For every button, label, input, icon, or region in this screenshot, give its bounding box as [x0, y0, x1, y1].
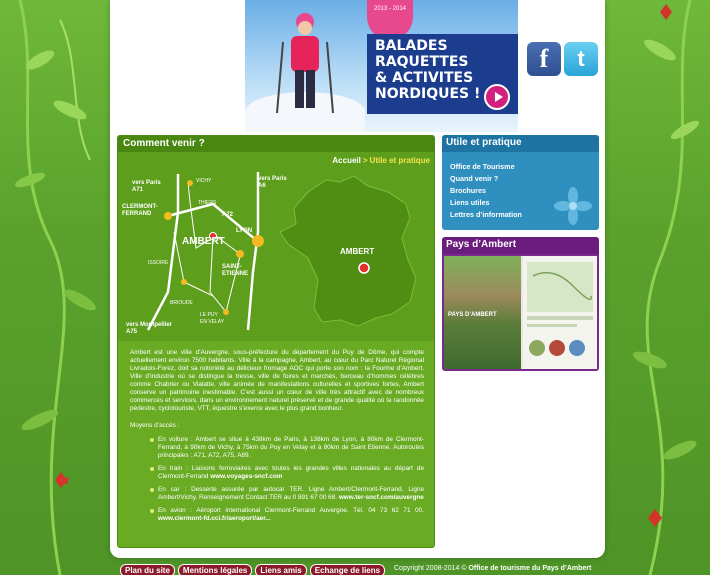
header-banner[interactable] — [245, 0, 518, 132]
main-content — [117, 135, 435, 548]
label-saint-etienne: SAINT- ETIENNE — [222, 264, 249, 277]
pays-panel[interactable] — [442, 237, 599, 371]
footer-links — [120, 564, 385, 575]
footer-link-plan[interactable]: Plan du site — [120, 564, 175, 575]
access-item-plane — [158, 507, 424, 523]
util-item-lettres[interactable]: Lettres d’information — [450, 210, 522, 219]
left-foliage-decoration — [0, 0, 110, 575]
label-paris-a71: vers Paris A71 — [132, 180, 161, 193]
facebook-icon[interactable] — [527, 42, 561, 76]
access-list — [130, 436, 424, 523]
pays-title: Pays d’Ambert — [442, 237, 599, 254]
util-item-office[interactable]: Office de Tourisme — [450, 162, 515, 171]
twitter-icon[interactable] — [564, 42, 598, 76]
banner-arrow-icon[interactable] — [484, 84, 510, 110]
intro-paragraph: Ambert est une ville d’Auvergne, sous-préfecture du département du Puy de Dôme, qui compte actuellement environ 7500 habitants. Ville à la campagne, Ambert, au cœur du Parc Naturel Régional Livradois-Forez, doit sa notoriété au délicieux fromage AOC qui porte son nom : la Fourme d’Ambert. Ville d’industrie où se distingue la tresse, ville de foires et marchés, berceau d’hommes célèbres comme Chabrier ou Vialatte, ville animée de manifestations culturelles et sportives fortes, Ambert conserve un patrimoine inestimable. C’est aussi un cœur de ville très attractif avec de nombreux commerces et services, dans un environnement naturel préservé et de grande qualité où la randonnée pédestre, cyclotouriste, VTT, équestre s’exerce avec le plus grand bonheur. — [130, 349, 424, 412]
label-le-puy: LE PUY EN VELAY — [200, 312, 225, 325]
label-lyon: LYON — [236, 228, 253, 234]
label-montpellier: vers Montpellier A75 — [126, 322, 173, 335]
twitter-letter: t — [577, 46, 585, 71]
brochure-cover — [444, 256, 521, 369]
label-vichy: VICHY — [196, 178, 212, 184]
footer-link-mentions[interactable]: Mentions légales — [178, 564, 252, 575]
breadcrumb-home-link[interactable]: Accueil — [332, 156, 361, 165]
util-panel — [442, 135, 599, 230]
banner-title-line-2: RAQUETTES — [375, 54, 469, 70]
skier-illustration — [275, 8, 335, 118]
copyright-prefix: Copyright 2008-2014 © — [394, 565, 467, 572]
footer-link-liens-amis[interactable]: Liens amis — [255, 564, 306, 575]
breadcrumb-current[interactable]: Utile et pratique — [369, 156, 430, 165]
access-car-text: En voiture : Ambert se situe à 438km de Paris, à 138km de Lyon, à 80km de Clermont-Ferrand, à 90km de Vichy, à 75km du Puy en Velay et à 80km de Saint Etienne. Autoroutes principales : A71, A72, A75, A89. — [158, 436, 424, 459]
util-item-quand-venir[interactable]: Quand venir ? — [450, 174, 499, 183]
breadcrumb-separator: > — [362, 156, 368, 165]
util-item-brochures[interactable]: Brochures — [450, 186, 486, 195]
access-bus-text: En car : Desserte assurée par autocar TER. Ligne Ambert/Clermont-Ferrand. Ligne Ambert/Vichy. Renseignement Contact TER au 0 891 67 00 68. — [158, 486, 424, 501]
brochure-cover-label: PAYS D’AMBERT — [448, 312, 497, 318]
access-map — [118, 152, 435, 336]
banner-title-line-3: & ACTIVITES — [375, 70, 474, 86]
access-train-text: En train : Liaisons ferroviaires avec toutes les grandes villes nationales au départ de Clermont-Ferrand — [158, 465, 424, 480]
util-title: Utile et pratique — [442, 135, 599, 152]
breadcrumb — [332, 156, 430, 165]
bus-link[interactable]: www.ter-sncf.com/auvergne — [338, 494, 424, 501]
brochure-image[interactable] — [444, 256, 597, 369]
access-plane-text: En avion : Aéroport international Clermont-Ferrand Auvergne. Tél. 04 73 62 71 00. — [158, 507, 424, 514]
season-badge-text: 2013 - 2014 — [373, 6, 407, 12]
brochure-map-page — [523, 256, 597, 369]
label-a72: A72 — [222, 212, 234, 218]
util-item-liens-utiles[interactable]: Liens utiles — [450, 198, 490, 207]
label-ambert: AMBERT — [182, 236, 225, 247]
flower-icon — [553, 186, 593, 226]
plane-link[interactable]: www.clermont-fd.cci.fr/aeroport/aer... — [158, 515, 271, 522]
page-title: Comment venir ? — [118, 136, 434, 152]
banner-title-box — [367, 34, 518, 114]
banner-title-line-1: BALADES — [375, 38, 448, 54]
train-link[interactable]: www.voyages-sncf.com — [210, 473, 283, 480]
label-paris-a6: vers Paris A6 — [258, 176, 287, 189]
copyright-owner[interactable]: Office de tourisme du Pays d’Ambert — [468, 565, 592, 572]
label-france-ambert: AMBERT — [340, 247, 375, 256]
access-heading: Moyens d’accès : — [130, 422, 180, 429]
copyright — [394, 565, 591, 572]
description-text — [118, 341, 435, 548]
footer-link-echange[interactable]: Echange de liens — [310, 564, 385, 575]
label-thiers: THIERS — [198, 200, 217, 206]
banner-title-line-4: NORDIQUES ! — [375, 86, 481, 102]
label-issoire: ISSOIRE — [148, 260, 169, 266]
access-item-bus — [158, 486, 424, 502]
label-brioude: BRIOUDE — [170, 300, 193, 306]
label-clermont: CLERMONT- FERRAND — [122, 204, 158, 217]
access-item-car — [158, 436, 424, 460]
right-foliage-decoration — [600, 0, 710, 575]
access-item-train — [158, 465, 424, 481]
facebook-letter: f — [539, 44, 549, 73]
